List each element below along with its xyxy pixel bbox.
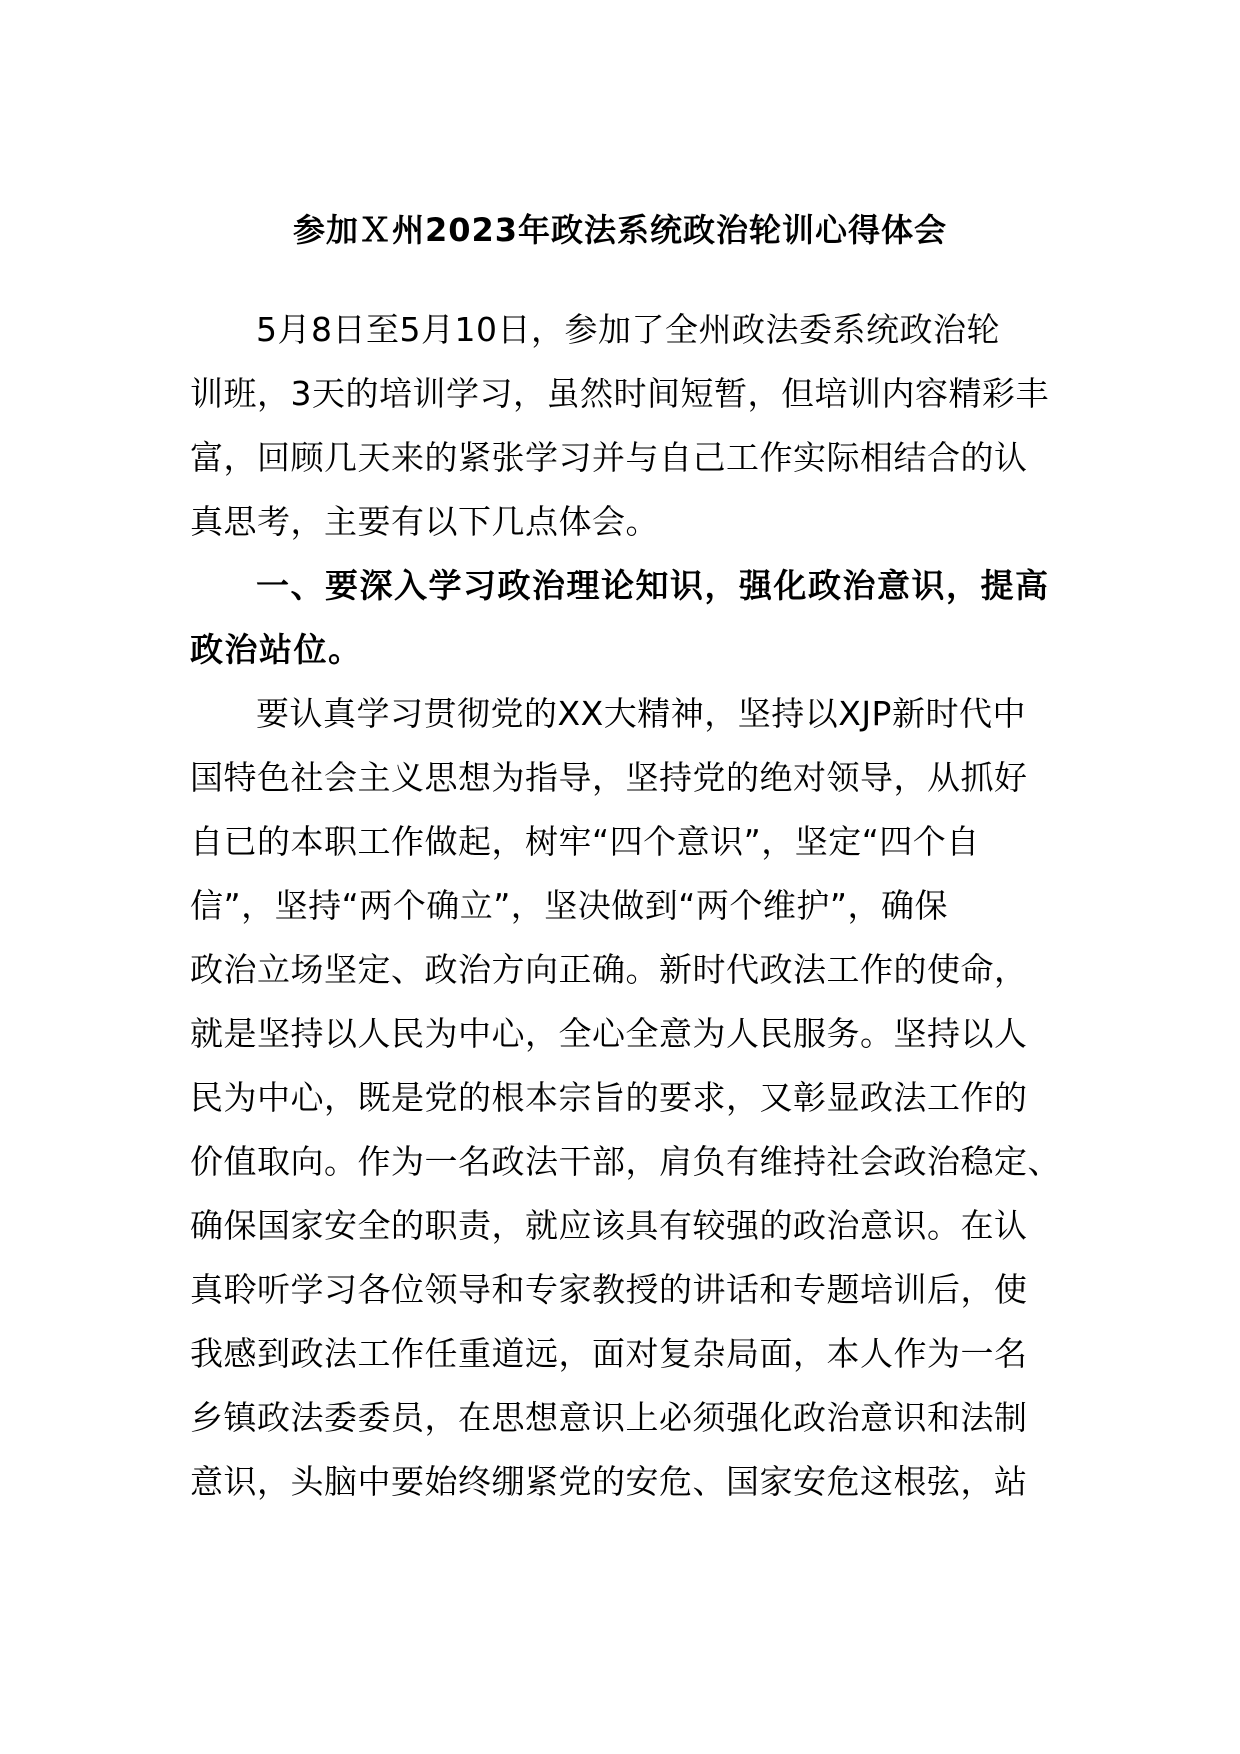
paragraph-1-line-4: 真思考，主要有以下几点体会。 bbox=[190, 502, 659, 541]
paragraph-2-line-2: 国特色社会主义思想为指导，坚持党的绝对领导，从抓好 bbox=[190, 758, 1028, 797]
paragraph-2-line-11: 我感到政法工作任重道远，面对复杂局面，本人作为一名 bbox=[190, 1334, 1028, 1373]
section-heading-1-line-1: 一、要深入学习政治理论知识，强化政治意识，提高 bbox=[256, 566, 1050, 605]
paragraph-1-line-3: 富，回顾几天来的紧张学习并与自己工作实际相结合的认 bbox=[190, 438, 1028, 477]
paragraph-2-line-12: 乡镇政法委委员，在思想意识上必须强化政治意识和法制 bbox=[190, 1398, 1028, 1437]
section-heading-1-line-2: 政治站位。 bbox=[190, 630, 363, 669]
paragraph-1-line-2: 训班，3天的培训学习，虽然时间短暂，但培训内容精彩丰 bbox=[190, 374, 1049, 413]
paragraph-2-line-10: 真聆听学习各位领导和专家教授的讲话和专题培训后，使 bbox=[190, 1270, 1028, 1309]
paragraph-1-line-1: 5月8日至5月10日，参加了全州政法委系统政治轮 bbox=[256, 310, 1000, 349]
paragraph-2-line-3: 自已的本职工作做起，树牢“四个意识”，坚定“四个自 bbox=[190, 822, 980, 861]
paragraph-2-line-13: 意识，头脑中要始终绷紧党的安危、国家安危这根弦，站 bbox=[190, 1462, 1028, 1501]
paragraph-2-line-8: 价值取向。作为一名政法干部，肩负有维持社会政治稳定、 bbox=[190, 1142, 1061, 1181]
paragraph-2-line-6: 就是坚持以人民为中心，全心全意为人民服务。坚持以人 bbox=[190, 1014, 1028, 1053]
paragraph-2-line-1: 要认真学习贯彻党的XX大精神，坚持以XJP新时代中 bbox=[256, 694, 1026, 733]
paragraph-2-line-4: 信”，坚持“两个确立”，坚决做到“两个维护”，确保 bbox=[190, 886, 948, 925]
paragraph-2-line-7: 民为中心，既是党的根本宗旨的要求，又彰显政法工作的 bbox=[190, 1078, 1028, 1117]
paragraph-2-line-9: 确保国家安全的职责，就应该具有较强的政治意识。在认 bbox=[190, 1206, 1028, 1245]
document-title: 参加Ｘ州2023年政法系统政治轮训心得体会 bbox=[292, 211, 948, 249]
paragraph-2-line-5: 政治立场坚定、政治方向正确。新时代政法工作的使命， bbox=[190, 950, 1028, 989]
